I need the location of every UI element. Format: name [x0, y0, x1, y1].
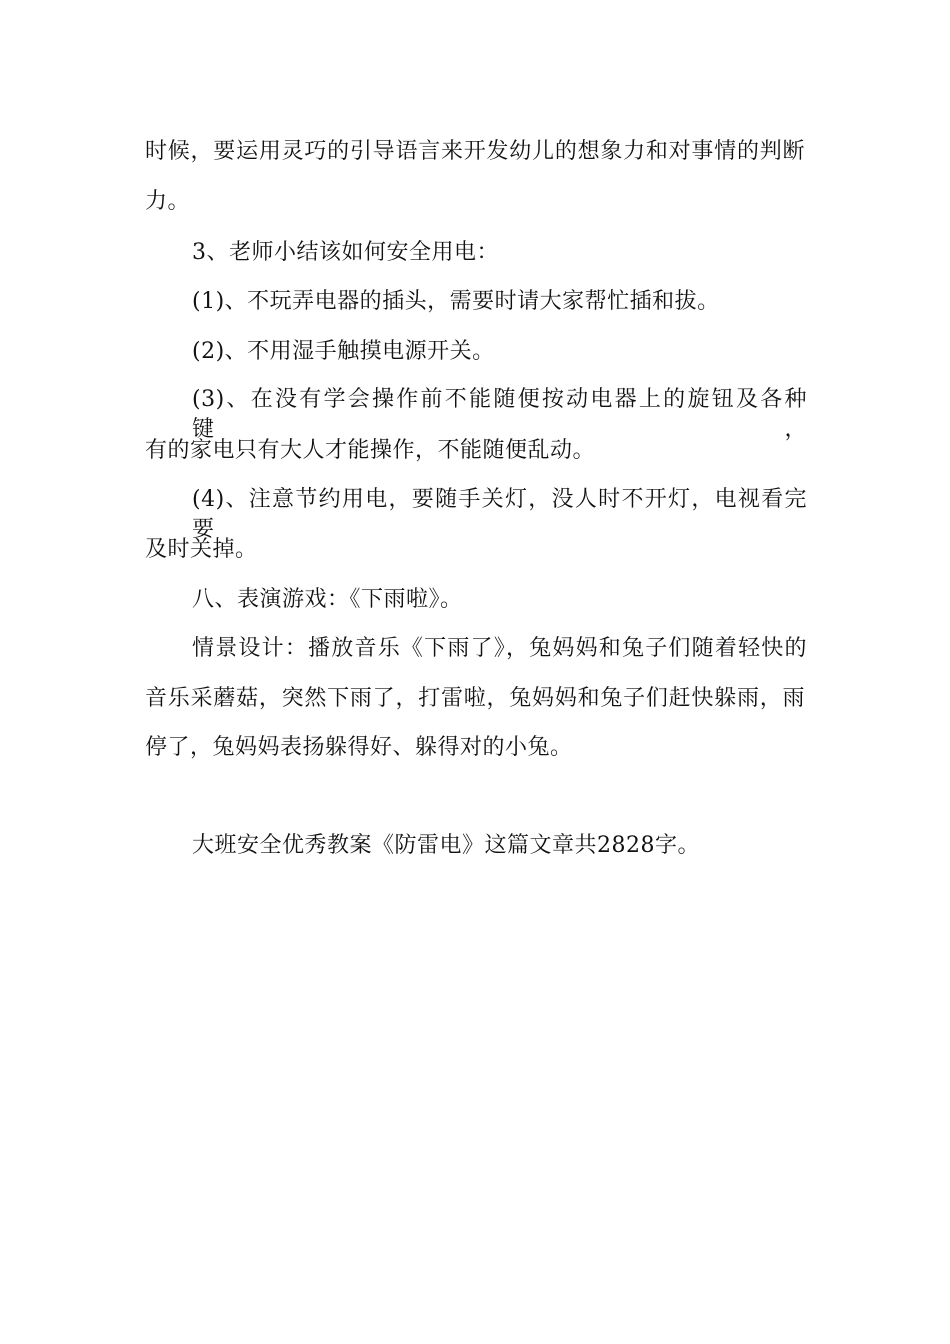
text-line: (3)、在没有学会操作前不能随便按动电器上的旋钮及各种键， [192, 387, 807, 442]
text-line: 及时关掉。 [145, 537, 258, 562]
text-line: 停了，兔妈妈表扬躲得好、躲得对的小兔。 [145, 735, 573, 760]
text-line: 情景设计：播放音乐《下雨了》，兔妈妈和兔子们随着轻快的 [192, 636, 807, 661]
text-line: 力。 [145, 189, 191, 214]
text-line: 有的家电只有大人才能操作，不能随便乱动。 [145, 438, 596, 463]
text-line: 3、老师小结该如何安全用电： [192, 240, 499, 265]
text-line: 时候，要运用灵巧的引导语言来开发幼儿的想象力和对事情的判断 [145, 139, 805, 164]
section-heading: 八、表演游戏：《下雨啦》。 [192, 587, 463, 612]
text-line: (2)、不用湿手触摸电源开关。 [192, 339, 495, 364]
text-line: (1)、不玩弄电器的插头，需要时请大家帮忙插和拔。 [192, 289, 720, 314]
text-line: (4)、注意节约用电，要随手关灯，没人时不开灯，电视看完要 [192, 487, 807, 542]
text-line: 音乐采蘑菇，突然下雨了，打雷啦，兔妈妈和兔子们赶快躲雨，雨 [145, 686, 805, 711]
article-summary: 大班安全优秀教案《防雷电》这篇文章共2828字。 [192, 833, 700, 858]
